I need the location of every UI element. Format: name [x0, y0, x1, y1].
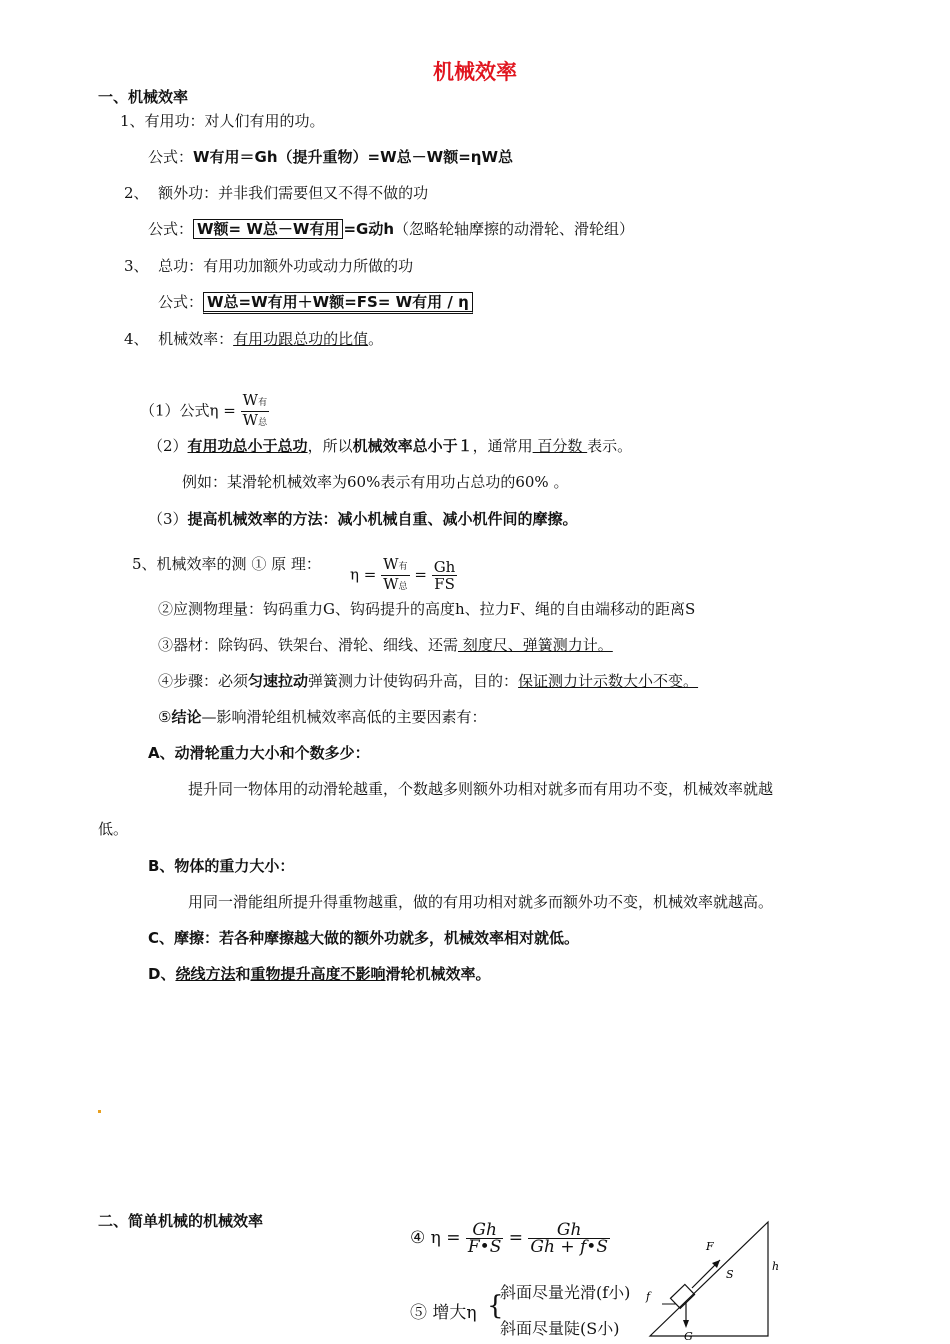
factor-d-u2: 重物提升高度不影响	[250, 965, 386, 983]
factor-a-body1: 提升同一物体用的动滑轮越重，个数越多则额外功相对就多而有用功不变，机械效率就越	[188, 780, 774, 798]
item5-fraction2	[432, 559, 458, 592]
label-h: h	[772, 1260, 780, 1273]
item2-num: 2、	[124, 184, 149, 202]
step4-p2: 弹簧测力计使钩码升高，目的：	[308, 672, 519, 690]
gravity-arrow-head	[683, 1320, 689, 1328]
example: 例如：某滑轮机械效率为60%表示有用功占总功的60% 。	[182, 473, 569, 491]
item5-f1-num: W	[383, 555, 399, 573]
sub3	[148, 508, 578, 529]
step5-p2: —影响滑轮组机械效率高低的主要因素有：	[201, 708, 487, 726]
section2-heading: 二、简单机械的机械效率	[98, 1212, 264, 1230]
sub1-den-sub: 总	[258, 418, 268, 428]
item2	[124, 182, 428, 203]
item3-num: 3、	[124, 257, 149, 275]
sub1-formula	[140, 392, 269, 431]
item4-label: 机械效率：	[158, 330, 234, 348]
formula5-label: ⑤ 增大η	[410, 1303, 477, 1323]
sub1-den: W	[242, 411, 259, 429]
item2-formula-boxed: W额= W总－W有用	[193, 219, 343, 239]
formula5-line2: 斜面尽量陡(S小)	[500, 1319, 620, 1338]
item5-fraction1	[381, 556, 409, 595]
sub1-num-sub: 有	[258, 398, 268, 408]
formula4-f1-num: Gh	[466, 1222, 503, 1239]
factor-d-p2: 和	[235, 965, 251, 983]
factor-d	[148, 963, 491, 984]
sub2-u1: 有用功总小于总功	[187, 437, 308, 455]
formula4-eq: =	[508, 1228, 524, 1248]
step5-p1: ⑤	[158, 708, 172, 726]
formula4	[410, 1222, 610, 1255]
step4	[158, 670, 698, 691]
item2-formula	[148, 218, 634, 239]
sub3-b1: 提高机械效率的方法：减小机械自重、减小机件间的摩擦。	[187, 510, 578, 528]
step3	[158, 634, 613, 655]
item5-f2-num: Gh	[433, 558, 456, 576]
item3-formula	[158, 291, 473, 312]
sub2	[148, 435, 632, 456]
formula4-fraction2	[528, 1222, 610, 1255]
formula4-f1-den: F•S	[467, 1237, 502, 1257]
formula5-brace: {	[487, 1291, 504, 1321]
sub1-label: （1）公式η =	[140, 401, 236, 420]
item5	[132, 553, 321, 574]
item1-num: 1、	[120, 112, 145, 130]
step4-p1: ④步骤：必须	[158, 672, 249, 690]
item5-label: 机械效率的测 ① 原 理：	[156, 555, 321, 573]
sub3-p1: （3）	[148, 510, 188, 528]
sub1-num: W	[242, 391, 259, 409]
item3-formula-boxed: W总=W有用＋W额=FS= W有用 / η	[203, 292, 473, 314]
factor-b-body: 用同一滑能组所提升得重物越重，做的有用功相对就多而额外功不变，机械效率就越高。	[188, 893, 774, 911]
formula4-f2-num: Gh	[528, 1222, 610, 1239]
item4-underlined: 有用功跟总功的比值	[233, 330, 369, 348]
step4-underlined: 保证测力计示数大小不变。	[518, 672, 699, 690]
sub2-u2: 百分数	[532, 437, 588, 455]
item5-eta: η =	[350, 565, 377, 584]
item2-formula-note: （忽略轮轴摩擦的动滑轮、滑轮组）	[394, 220, 635, 238]
section1-heading: 一、机械效率	[98, 88, 189, 106]
factor-d-p1: D、	[148, 965, 176, 983]
item1-formula-text: W有用＝Gh（提升重物）=W总－W额=ηW总	[193, 148, 514, 166]
item2-formula-prefix: 公式：	[148, 220, 194, 238]
item1-formula	[148, 146, 513, 167]
sub2-p2: ，所以	[307, 437, 353, 455]
step2: ②应测物理量：钩码重力G、钩码提升的高度h、拉力F、绳的自由端移动的距离S	[158, 600, 696, 618]
step5-b1: 结论	[171, 708, 202, 726]
label-F: F	[706, 1240, 714, 1253]
formula4-label: ④ η =	[410, 1228, 461, 1248]
formula4-fraction1	[466, 1222, 503, 1255]
label-G: G	[684, 1330, 693, 1342]
item5-f1-num-sub: 有	[398, 562, 408, 572]
factor-a-body2: 低。	[98, 820, 129, 838]
item4-end: 。	[368, 330, 384, 348]
factor-a-head: A、动滑轮重力大小和个数多少：	[148, 744, 370, 762]
sub2-p3: ，通常用	[472, 437, 533, 455]
item5-f1-den-sub: 总	[398, 582, 408, 592]
label-S: S	[726, 1268, 734, 1281]
item3	[124, 255, 413, 276]
item5-eq: =	[414, 565, 427, 584]
step3-underlined: 刻度尺、弹簧测力计。	[458, 636, 613, 654]
item4	[124, 328, 383, 349]
item1-formula-prefix: 公式：	[148, 148, 194, 166]
item2-label: 额外功：并非我们需要但又不得不做的功	[158, 184, 429, 202]
stray-mark	[98, 1110, 101, 1113]
factor-c: C、摩擦：若各种摩擦越大做的额外功就多，机械效率相对就低。	[148, 929, 580, 947]
page-title: 机械效率	[433, 60, 517, 84]
factor-d-u1: 绕线方法	[175, 965, 236, 983]
factor-b-head: B、物体的重力大小：	[148, 857, 295, 875]
item5-f2-den: FS	[434, 575, 455, 593]
sub2-b1: 机械效率总小于１	[352, 437, 473, 455]
sub2-p4: 表示。	[587, 437, 633, 455]
item3-label: 总功：有用功加额外功或动力所做的功	[158, 257, 414, 275]
label-f: f	[646, 1290, 651, 1303]
formula5-line1: 斜面尽量光滑(f小)	[500, 1283, 631, 1302]
step4-b1: 匀速拉动	[248, 672, 309, 690]
item3-formula-prefix: 公式：	[158, 293, 204, 311]
item2-formula-rest: =G动h	[343, 220, 395, 238]
incline-diagram	[640, 1218, 790, 1342]
item5-num: 5、	[132, 555, 157, 573]
formula4-f2-den: Gh + f•S	[530, 1237, 608, 1257]
step3-text: ③器材：除钩码、铁架台、滑轮、细线、还需	[158, 636, 459, 654]
item5-formula	[350, 556, 457, 595]
item1-label: 有用功：对人们有用的功。	[144, 112, 325, 130]
item4-num: 4、	[124, 330, 149, 348]
sub1-fraction	[241, 392, 269, 431]
item1	[120, 110, 325, 131]
step5	[158, 706, 486, 727]
item5-f1-den: W	[383, 575, 399, 593]
factor-d-p3: 滑轮机械效率。	[385, 965, 491, 983]
sub2-p1: （2）	[148, 437, 188, 455]
